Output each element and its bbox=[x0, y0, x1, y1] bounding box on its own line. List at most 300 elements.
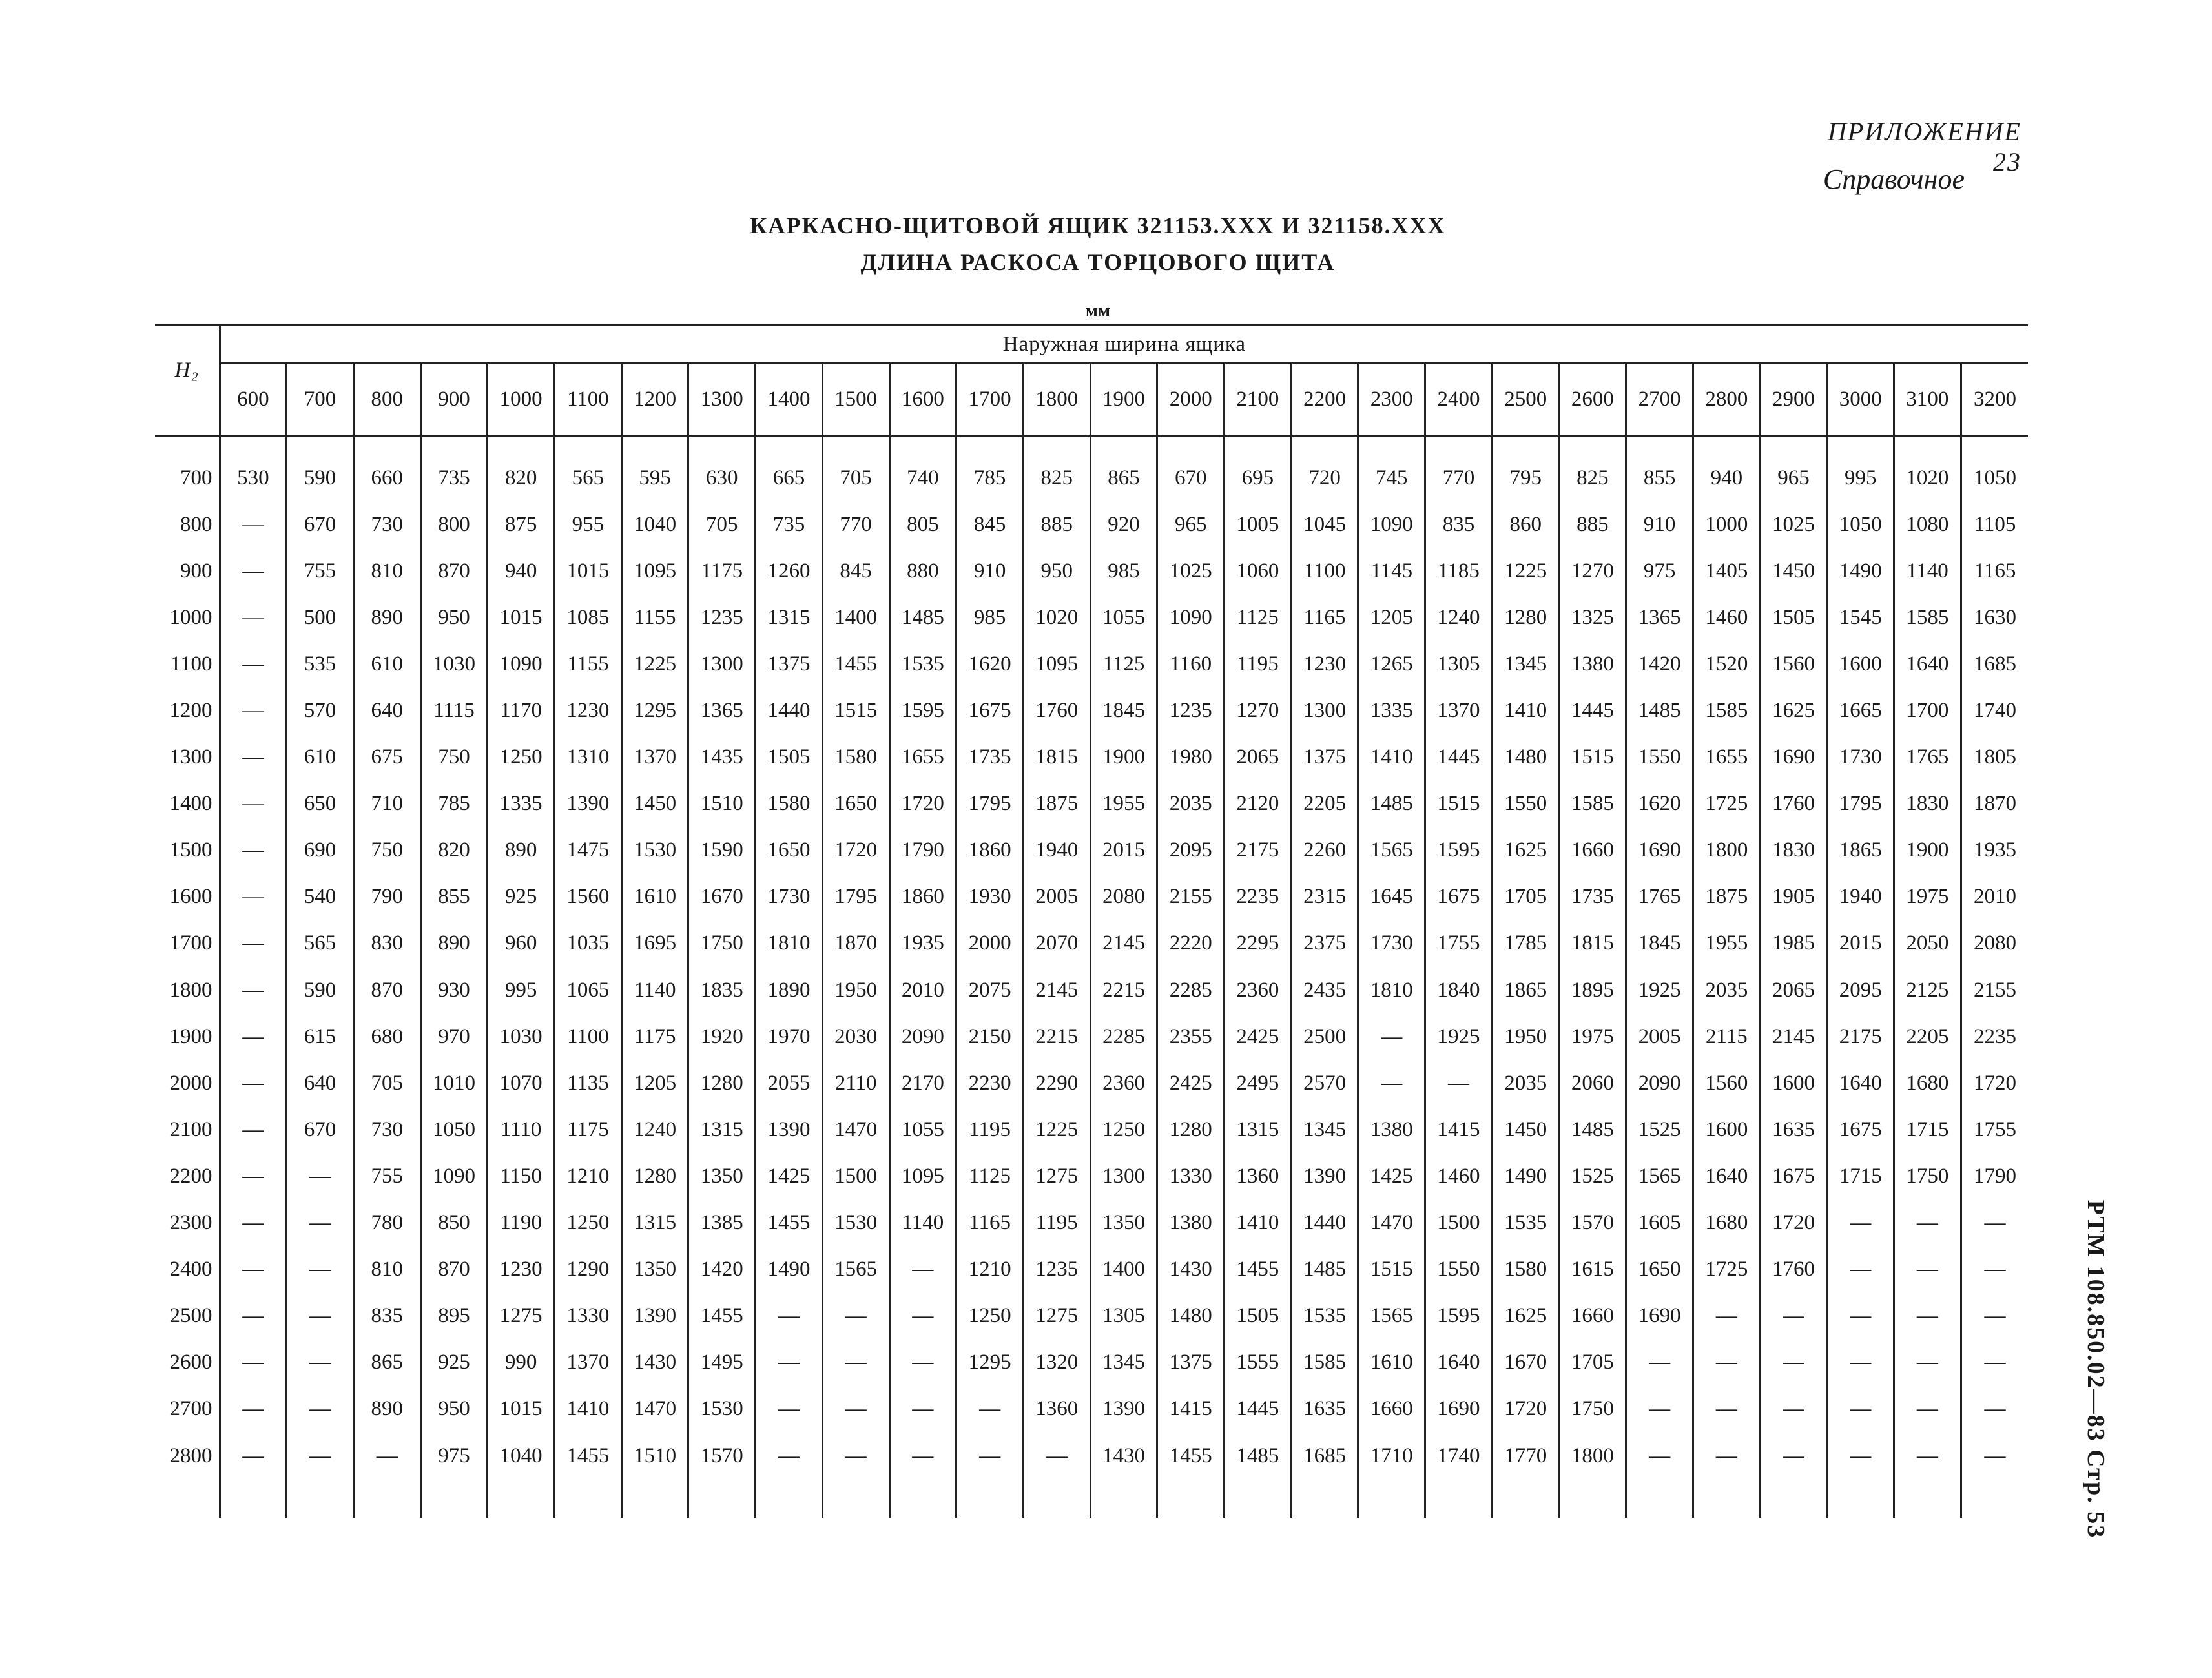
table-cell: 2235 bbox=[1961, 1013, 2028, 1060]
table-cell: 1970 bbox=[756, 1013, 823, 1060]
table-cell: 2205 bbox=[1291, 781, 1358, 827]
table-cell: 1625 bbox=[1492, 827, 1559, 874]
table-cell: 1495 bbox=[688, 1340, 756, 1386]
table-cell: 1030 bbox=[420, 641, 488, 687]
table-cell: 1505 bbox=[756, 734, 823, 781]
table-cell: — bbox=[220, 734, 287, 781]
table-cell: 1070 bbox=[488, 1060, 555, 1106]
h2-value: 1200 bbox=[169, 699, 212, 723]
table-cell: 1630 bbox=[1961, 594, 2028, 641]
table-cell: 1770 bbox=[1492, 1433, 1559, 1479]
table-cell: 1605 bbox=[1626, 1200, 1693, 1247]
table-cell: 1095 bbox=[621, 548, 688, 594]
table-cell: 1840 bbox=[1425, 967, 1493, 1013]
table-cell: 1050 bbox=[420, 1106, 488, 1153]
table-cell: — bbox=[1827, 1293, 1894, 1340]
table-cell: 835 bbox=[353, 1293, 420, 1340]
table-cell: 865 bbox=[353, 1340, 420, 1386]
table-cell: 1360 bbox=[1023, 1386, 1090, 1433]
table-cell: 1170 bbox=[488, 687, 555, 734]
table-cell: 930 bbox=[420, 967, 488, 1013]
table-cell: 1975 bbox=[1894, 874, 1961, 920]
table-cell: 1735 bbox=[956, 734, 1024, 781]
table-cell: 1115 bbox=[420, 687, 488, 734]
table-cell: 1090 bbox=[488, 641, 555, 687]
table-cell: 2315 bbox=[1291, 874, 1358, 920]
table-cell: 1325 bbox=[1559, 594, 1626, 641]
table-cell: 1955 bbox=[1693, 920, 1760, 967]
table-cell: 1810 bbox=[756, 920, 823, 967]
table-cell: 1725 bbox=[1693, 781, 1760, 827]
table-cell: 1640 bbox=[1827, 1060, 1894, 1106]
table-cell: 1675 bbox=[1827, 1106, 1894, 1153]
table-cell: 630 bbox=[688, 455, 756, 501]
table-cell: 1235 bbox=[1023, 1247, 1090, 1293]
table-cell: 1750 bbox=[1894, 1153, 1961, 1199]
table-cell: 1795 bbox=[822, 874, 889, 920]
table-cell: 985 bbox=[956, 594, 1024, 641]
table-cell: 1560 bbox=[555, 874, 622, 920]
h2-value: 1300 bbox=[169, 745, 212, 769]
table-cell: 1095 bbox=[889, 1153, 956, 1199]
table-cell: — bbox=[1693, 1293, 1760, 1340]
table-cell: 595 bbox=[621, 455, 688, 501]
table-cell: — bbox=[287, 1200, 354, 1247]
table-cell: 1645 bbox=[1358, 874, 1425, 920]
table-cell: — bbox=[822, 1340, 889, 1386]
table-cell: 1390 bbox=[1291, 1153, 1358, 1199]
table-row bbox=[155, 1293, 2028, 1340]
table-cell: 1955 bbox=[1090, 781, 1157, 827]
table-cell: 710 bbox=[353, 781, 420, 827]
table-cell: — bbox=[1894, 1200, 1961, 1247]
table-cell: 530 bbox=[220, 455, 287, 501]
table-cell: 1205 bbox=[1358, 594, 1425, 641]
table-cell: 1660 bbox=[1559, 827, 1626, 874]
table-cell: 780 bbox=[353, 1200, 420, 1247]
table-cell: 820 bbox=[488, 455, 555, 501]
table-cell: 1490 bbox=[1827, 548, 1894, 594]
table-cell: 500 bbox=[287, 594, 354, 641]
width-column-header: 2400 bbox=[1425, 363, 1493, 436]
table-cell: — bbox=[1894, 1433, 1961, 1479]
table-cell: 1315 bbox=[621, 1200, 688, 1247]
table-row bbox=[155, 1153, 2028, 1199]
table-cell: 705 bbox=[353, 1060, 420, 1106]
table-cell: 1680 bbox=[1693, 1200, 1760, 1247]
table-cell: 1755 bbox=[1961, 1106, 2028, 1153]
table-cell: 1485 bbox=[1626, 687, 1693, 734]
h2-value: 800 bbox=[180, 512, 212, 536]
table-cell: — bbox=[1894, 1386, 1961, 1433]
table-cell: 880 bbox=[889, 548, 956, 594]
h2-value: 1800 bbox=[169, 978, 212, 1002]
table-cell: 1430 bbox=[1157, 1247, 1225, 1293]
table-cell: 1460 bbox=[1693, 594, 1760, 641]
table-cell: — bbox=[1961, 1433, 2028, 1479]
table-cell: 1590 bbox=[688, 827, 756, 874]
table-cell: 1425 bbox=[1358, 1153, 1425, 1199]
table-cell: 1595 bbox=[889, 687, 956, 734]
table-cell: 1455 bbox=[756, 1200, 823, 1247]
table-cell: 970 bbox=[420, 1013, 488, 1060]
table-cell: 1455 bbox=[822, 641, 889, 687]
table-cell: 1060 bbox=[1225, 548, 1292, 594]
table-cell: 740 bbox=[889, 455, 956, 501]
table-cell: 2035 bbox=[1492, 1060, 1559, 1106]
table-cell: 1510 bbox=[621, 1433, 688, 1479]
table-cell: 1420 bbox=[1626, 641, 1693, 687]
table-cell: 1080 bbox=[1894, 501, 1961, 548]
table-cell: 870 bbox=[353, 967, 420, 1013]
table-cell: 1175 bbox=[688, 548, 756, 594]
table-cell: 1250 bbox=[488, 734, 555, 781]
table-cell: — bbox=[287, 1153, 354, 1199]
table-cell: 680 bbox=[353, 1013, 420, 1060]
table-cell: 845 bbox=[956, 501, 1024, 548]
table-cell: 1530 bbox=[822, 1200, 889, 1247]
table-cell: 2435 bbox=[1291, 967, 1358, 1013]
table-cell: 1370 bbox=[1425, 687, 1493, 734]
table-cell: 1455 bbox=[1225, 1247, 1292, 1293]
table-cell: 1380 bbox=[1358, 1106, 1425, 1153]
table-cell: 2080 bbox=[1090, 874, 1157, 920]
h2-value: 2700 bbox=[169, 1397, 212, 1421]
table-cell: — bbox=[889, 1293, 956, 1340]
table-cell: 1690 bbox=[1626, 1293, 1693, 1340]
table-cell: — bbox=[756, 1386, 823, 1433]
unit-label: мм bbox=[1085, 301, 1111, 321]
table-cell: 890 bbox=[420, 920, 488, 967]
table-cell: — bbox=[889, 1386, 956, 1433]
table-cell: 1375 bbox=[756, 641, 823, 687]
table-cell: 1390 bbox=[621, 1293, 688, 1340]
table-cell: 1535 bbox=[889, 641, 956, 687]
table-cell: — bbox=[1626, 1433, 1693, 1479]
table-cell: — bbox=[220, 1153, 287, 1199]
table-cell: 830 bbox=[353, 920, 420, 967]
table-cell: — bbox=[1626, 1340, 1693, 1386]
table-cell: 1790 bbox=[889, 827, 956, 874]
table-cell: 1280 bbox=[1157, 1106, 1225, 1153]
table-cell: 1610 bbox=[621, 874, 688, 920]
table-cell: 2425 bbox=[1225, 1013, 1292, 1060]
table-cell: 1700 bbox=[1894, 687, 1961, 734]
table-cell: 750 bbox=[420, 734, 488, 781]
h2-value: 2300 bbox=[169, 1211, 212, 1235]
table-cell: 1585 bbox=[1693, 687, 1760, 734]
table-cell: — bbox=[220, 641, 287, 687]
table-row bbox=[155, 1106, 2028, 1153]
table-cell: 1660 bbox=[1358, 1386, 1425, 1433]
table-cell: 1415 bbox=[1425, 1106, 1493, 1153]
table-cell: 730 bbox=[353, 1106, 420, 1153]
table-cell: — bbox=[1693, 1433, 1760, 1479]
table-cell: 1020 bbox=[1894, 455, 1961, 501]
table-cell: 1765 bbox=[1626, 874, 1693, 920]
table-cell: 1145 bbox=[1358, 548, 1425, 594]
table-cell: 610 bbox=[287, 734, 354, 781]
table-cell: 1680 bbox=[1894, 1060, 1961, 1106]
table-cell: 1455 bbox=[1157, 1433, 1225, 1479]
table-cell: 1490 bbox=[756, 1247, 823, 1293]
width-column-header: 2100 bbox=[1225, 363, 1292, 436]
table-cell: 1210 bbox=[555, 1153, 622, 1199]
document-title: КАРКАСНО-ЩИТОВОЙ ЯЩИК 321153.XXX И 321158.XXX bbox=[750, 212, 1446, 238]
table-cell: 1205 bbox=[621, 1060, 688, 1106]
table-cell: 1345 bbox=[1291, 1106, 1358, 1153]
table-cell: 1570 bbox=[1559, 1200, 1626, 1247]
table-cell: 1195 bbox=[1225, 641, 1292, 687]
table-cell: — bbox=[220, 1200, 287, 1247]
table-cell: 1100 bbox=[1291, 548, 1358, 594]
table-cell: 1515 bbox=[1425, 781, 1493, 827]
table-cell: 2235 bbox=[1225, 874, 1292, 920]
table-cell: 2090 bbox=[889, 1013, 956, 1060]
table-cell: 1565 bbox=[1358, 827, 1425, 874]
table-cell: 1845 bbox=[1626, 920, 1693, 967]
table-cell: 1150 bbox=[488, 1153, 555, 1199]
table-cell: 1450 bbox=[621, 781, 688, 827]
table-cell: — bbox=[353, 1433, 420, 1479]
width-column-header: 1100 bbox=[555, 363, 622, 436]
h2-value: 1500 bbox=[169, 838, 212, 862]
table-cell: 1565 bbox=[1358, 1293, 1425, 1340]
table-cell: 2360 bbox=[1225, 967, 1292, 1013]
h2-value: 2800 bbox=[169, 1444, 212, 1467]
h2-value: 1900 bbox=[169, 1024, 212, 1048]
table-cell: 2220 bbox=[1157, 920, 1225, 967]
table-cell: 1565 bbox=[1626, 1153, 1693, 1199]
table-cell: — bbox=[889, 1247, 956, 1293]
table-cell: — bbox=[956, 1433, 1024, 1479]
table-cell: 1250 bbox=[1090, 1106, 1157, 1153]
table-cell: 1720 bbox=[1760, 1200, 1827, 1247]
table-cell: 1090 bbox=[1358, 501, 1425, 548]
table-cell: 2005 bbox=[1626, 1013, 1693, 1060]
table-cell: 885 bbox=[1023, 501, 1090, 548]
table-cell: 2175 bbox=[1225, 827, 1292, 874]
table-cell: 1835 bbox=[688, 967, 756, 1013]
table-cell: 1485 bbox=[1358, 781, 1425, 827]
table-cell: 2120 bbox=[1225, 781, 1292, 827]
table-cell: 1800 bbox=[1559, 1433, 1626, 1479]
table-cell: 2095 bbox=[1827, 967, 1894, 1013]
table-cell: 1785 bbox=[1492, 920, 1559, 967]
table-cell: 1755 bbox=[1425, 920, 1493, 967]
table-cell: 1210 bbox=[956, 1247, 1024, 1293]
table-cell: 1500 bbox=[1425, 1200, 1493, 1247]
table-cell: 1470 bbox=[822, 1106, 889, 1153]
table-cell: 1445 bbox=[1559, 687, 1626, 734]
table-cell: 1585 bbox=[1559, 781, 1626, 827]
table-cell: 785 bbox=[956, 455, 1024, 501]
table-cell: 1620 bbox=[1626, 781, 1693, 827]
table-cell: 1875 bbox=[1693, 874, 1760, 920]
table-cell: 1635 bbox=[1291, 1386, 1358, 1433]
table-cell: 1715 bbox=[1827, 1153, 1894, 1199]
table-cell: 1100 bbox=[555, 1013, 622, 1060]
table-cell: 1670 bbox=[1492, 1340, 1559, 1386]
table-cell: 2375 bbox=[1291, 920, 1358, 967]
table-cell: 1295 bbox=[621, 687, 688, 734]
table-cell: 1640 bbox=[1693, 1153, 1760, 1199]
table-cell: 1730 bbox=[1358, 920, 1425, 967]
h2-value: 2000 bbox=[169, 1071, 212, 1095]
table-cell: 870 bbox=[420, 548, 488, 594]
table-cell: 2500 bbox=[1291, 1013, 1358, 1060]
table-cell: 1595 bbox=[1425, 827, 1493, 874]
table-cell: 1790 bbox=[1961, 1153, 2028, 1199]
width-column-header: 700 bbox=[287, 363, 354, 436]
table-cell: 1940 bbox=[1023, 827, 1090, 874]
table-cell: 730 bbox=[353, 501, 420, 548]
width-column-header: 1800 bbox=[1023, 363, 1090, 436]
table-cell: 1295 bbox=[956, 1340, 1024, 1386]
table-cell: 1175 bbox=[621, 1013, 688, 1060]
table-cell: 1560 bbox=[1693, 1060, 1760, 1106]
table-cell: 2090 bbox=[1626, 1060, 1693, 1106]
table-cell: 1240 bbox=[1425, 594, 1493, 641]
table-cell: 1225 bbox=[621, 641, 688, 687]
table-cell: 1950 bbox=[1492, 1013, 1559, 1060]
table-cell: — bbox=[1023, 1433, 1090, 1479]
table-cell: 1275 bbox=[488, 1293, 555, 1340]
table-cell: 995 bbox=[488, 967, 555, 1013]
table-cell: 735 bbox=[420, 455, 488, 501]
table-cell: 825 bbox=[1559, 455, 1626, 501]
table-cell: 1705 bbox=[1492, 874, 1559, 920]
table-cell: 2215 bbox=[1023, 1013, 1090, 1060]
table-cell: 1720 bbox=[1961, 1060, 2028, 1106]
table-cell: 705 bbox=[688, 501, 756, 548]
table-cell: 1505 bbox=[1225, 1293, 1292, 1340]
table-cell: 1300 bbox=[1090, 1153, 1157, 1199]
table-cell: 1370 bbox=[555, 1340, 622, 1386]
table-cell: 1640 bbox=[1894, 641, 1961, 687]
table-row bbox=[155, 1340, 2028, 1386]
table-cell: 1350 bbox=[621, 1247, 688, 1293]
table-cell: 2355 bbox=[1157, 1013, 1225, 1060]
table-cell: 1625 bbox=[1492, 1293, 1559, 1340]
table-cell: 820 bbox=[420, 827, 488, 874]
table-cell: 1600 bbox=[1827, 641, 1894, 687]
table-row bbox=[155, 1386, 2028, 1433]
table-cell: 1300 bbox=[688, 641, 756, 687]
table-row bbox=[155, 827, 2028, 874]
table-cell: 1920 bbox=[688, 1013, 756, 1060]
table-cell: 1025 bbox=[1157, 548, 1225, 594]
table-cell: 1800 bbox=[1693, 827, 1760, 874]
table-cell: — bbox=[1894, 1247, 1961, 1293]
h2-value: 900 bbox=[180, 559, 212, 583]
table-row bbox=[155, 967, 2028, 1013]
table-cell: 1050 bbox=[1961, 455, 2028, 501]
table-cell: — bbox=[287, 1293, 354, 1340]
table-cell: 1315 bbox=[1225, 1106, 1292, 1153]
table-cell: 1050 bbox=[1827, 501, 1894, 548]
h2-column-header: H₂ bbox=[155, 326, 220, 436]
width-column-header: 1500 bbox=[822, 363, 889, 436]
table-cell: 535 bbox=[287, 641, 354, 687]
table-cell: 660 bbox=[353, 455, 420, 501]
table-cell: 1290 bbox=[555, 1247, 622, 1293]
table-cell: 1410 bbox=[1492, 687, 1559, 734]
table-cell: 2155 bbox=[1961, 967, 2028, 1013]
table-cell: 920 bbox=[1090, 501, 1157, 548]
table-cell: 1685 bbox=[1961, 641, 2028, 687]
table-cell: 1155 bbox=[621, 594, 688, 641]
table-cell: 1140 bbox=[889, 1200, 956, 1247]
table-cell: 1650 bbox=[756, 827, 823, 874]
table-cell: 1275 bbox=[1023, 1153, 1090, 1199]
table-cell: 1860 bbox=[956, 827, 1024, 874]
table-cell: — bbox=[220, 594, 287, 641]
table-cell: 1475 bbox=[555, 827, 622, 874]
table-cell: 785 bbox=[420, 781, 488, 827]
table-cell: 675 bbox=[353, 734, 420, 781]
table-cell: — bbox=[822, 1433, 889, 1479]
table-cell: 975 bbox=[420, 1433, 488, 1479]
table-cell: 910 bbox=[956, 548, 1024, 594]
table-cell: 1550 bbox=[1492, 781, 1559, 827]
table-cell: 1690 bbox=[1760, 734, 1827, 781]
table-cell: 1040 bbox=[621, 501, 688, 548]
table-cell: 1410 bbox=[1225, 1200, 1292, 1247]
table-cell: 1975 bbox=[1559, 1013, 1626, 1060]
table-cell: 1315 bbox=[756, 594, 823, 641]
table-cell: 1225 bbox=[1492, 548, 1559, 594]
table-row bbox=[155, 594, 2028, 641]
table-cell: 2035 bbox=[1693, 967, 1760, 1013]
table-cell: 1330 bbox=[1157, 1153, 1225, 1199]
table-cell: 1410 bbox=[1358, 734, 1425, 781]
table-cell: 1000 bbox=[1693, 501, 1760, 548]
table-cell: 950 bbox=[1023, 548, 1090, 594]
table-cell: 750 bbox=[353, 827, 420, 874]
table-cell: 1520 bbox=[1693, 641, 1760, 687]
table-cell: 1925 bbox=[1425, 1013, 1493, 1060]
table-cell: 1005 bbox=[1225, 501, 1292, 548]
table-cell: 1450 bbox=[1760, 548, 1827, 594]
table-cell: 695 bbox=[1225, 455, 1292, 501]
table-cell: 1655 bbox=[889, 734, 956, 781]
table-cell: 1025 bbox=[1760, 501, 1827, 548]
table-cell: — bbox=[822, 1386, 889, 1433]
h2-value: 1400 bbox=[169, 792, 212, 816]
table-cell: 1230 bbox=[555, 687, 622, 734]
table-cell: — bbox=[220, 548, 287, 594]
table-cell: 1530 bbox=[688, 1386, 756, 1433]
table-cell: 1470 bbox=[1358, 1200, 1425, 1247]
table-cell: — bbox=[220, 1013, 287, 1060]
table-cell: 1240 bbox=[621, 1106, 688, 1153]
table-cell: 1665 bbox=[1827, 687, 1894, 734]
table-cell: 1720 bbox=[1492, 1386, 1559, 1433]
table-row bbox=[155, 734, 2028, 781]
table-cell: 1485 bbox=[1559, 1106, 1626, 1153]
width-column-header: 3200 bbox=[1961, 363, 2028, 436]
table-cell: 1425 bbox=[756, 1153, 823, 1199]
table-row bbox=[155, 641, 2028, 687]
table-cell: 1415 bbox=[1157, 1386, 1225, 1433]
table-cell: 2425 bbox=[1157, 1060, 1225, 1106]
table-cell: 1175 bbox=[555, 1106, 622, 1153]
table-cell: 850 bbox=[420, 1200, 488, 1247]
h2-value: 700 bbox=[180, 466, 212, 490]
table-cell: 1160 bbox=[1157, 641, 1225, 687]
page-footer-text: РТМ 108.850.02—83 Стр. 53 bbox=[2082, 1199, 2109, 1539]
